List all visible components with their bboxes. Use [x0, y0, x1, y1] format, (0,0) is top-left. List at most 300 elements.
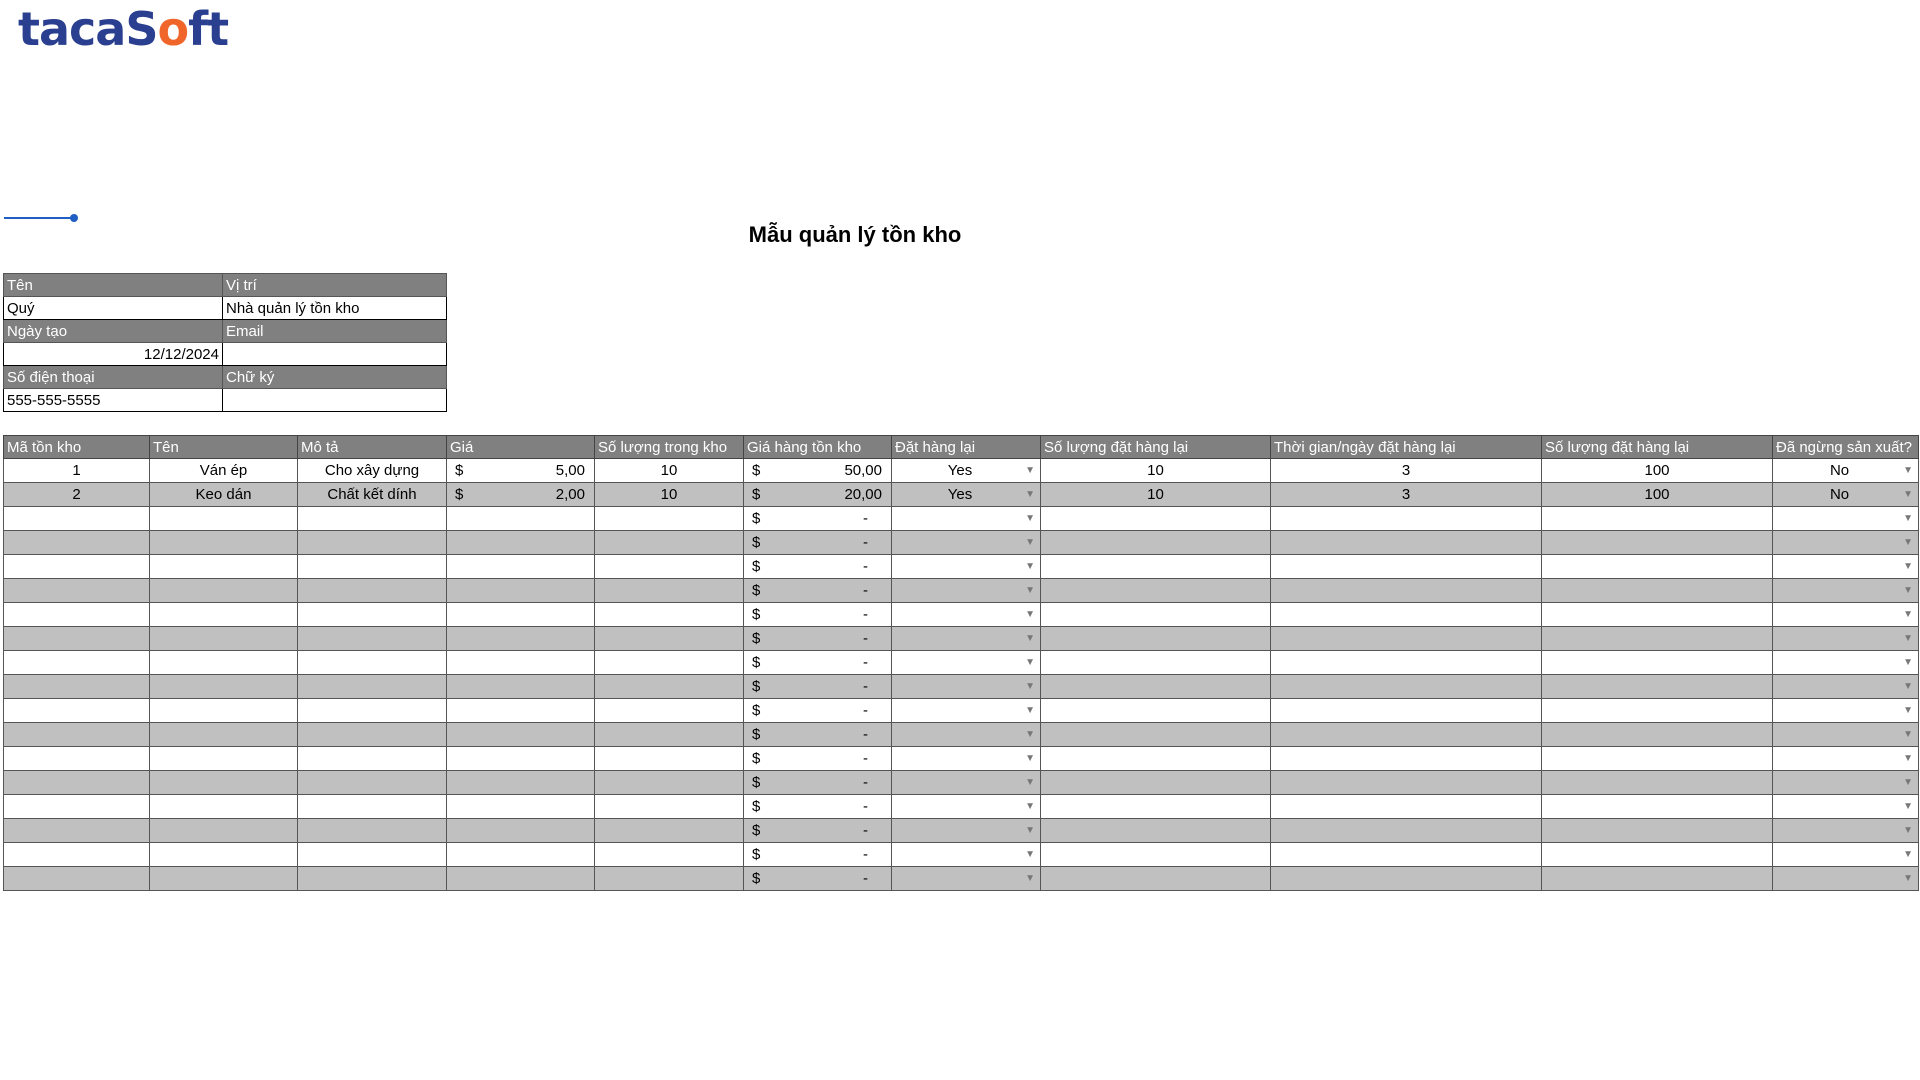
cell-description[interactable]: [298, 795, 447, 819]
currency-symbol: $: [752, 798, 761, 815]
cell-reorder-qty-2[interactable]: [1542, 531, 1773, 555]
cell-reorder-qty-2[interactable]: [1542, 603, 1773, 627]
dropdown-arrow-icon[interactable]: ▼: [1025, 777, 1035, 788]
table-row: [4, 795, 1919, 819]
dropdown-arrow-icon[interactable]: ▼: [1903, 537, 1913, 548]
cell-price[interactable]: [447, 507, 595, 531]
cell-name[interactable]: [150, 651, 298, 675]
email-label: Email: [223, 320, 447, 343]
dropdown-arrow-icon[interactable]: ▼: [1903, 633, 1913, 644]
cell-reorder-qty[interactable]: [1041, 867, 1271, 891]
cell-reorder-qty[interactable]: [1041, 819, 1271, 843]
dropdown-value: Yes: [947, 462, 973, 479]
cell-name[interactable]: [150, 507, 298, 531]
cell-discontinued-dropdown[interactable]: [1773, 459, 1919, 483]
col-header[interactable]: Giá: [447, 436, 595, 459]
cell-name[interactable]: [150, 795, 298, 819]
cell-reorder-dropdown[interactable]: [892, 651, 1041, 675]
dropdown-arrow-icon[interactable]: ▼: [1903, 801, 1913, 812]
cell-reorder-qty[interactable]: [1041, 795, 1271, 819]
cell-price[interactable]: [447, 627, 595, 651]
col-header[interactable]: Giá hàng tồn kho: [744, 436, 892, 459]
table-row: [4, 627, 1919, 651]
cell-price[interactable]: [447, 771, 595, 795]
cell-quantity[interactable]: [595, 603, 744, 627]
dropdown-arrow-icon[interactable]: ▼: [1903, 465, 1913, 476]
col-header[interactable]: Số lượng đặt hàng lại: [1542, 436, 1773, 459]
cell-reorder-qty[interactable]: [1041, 603, 1271, 627]
cell-name[interactable]: [150, 819, 298, 843]
dropdown-arrow-icon[interactable]: ▼: [1025, 465, 1035, 476]
cell-reorder-qty[interactable]: [1041, 699, 1271, 723]
dropdown-arrow-icon[interactable]: ▼: [1025, 873, 1035, 884]
currency-symbol: $: [752, 702, 761, 719]
cell-reorder-qty-2[interactable]: [1542, 627, 1773, 651]
cell-quantity[interactable]: [595, 699, 744, 723]
cell-reorder-days[interactable]: [1271, 651, 1542, 675]
cell-discontinued-dropdown[interactable]: [1773, 627, 1919, 651]
dropdown-arrow-icon[interactable]: ▼: [1025, 489, 1035, 500]
cell-discontinued-dropdown[interactable]: [1773, 723, 1919, 747]
cell-reorder-dropdown[interactable]: [892, 459, 1041, 483]
dropdown-arrow-icon[interactable]: ▼: [1025, 633, 1035, 644]
currency-symbol: $: [752, 558, 761, 575]
table-row: [4, 771, 1919, 795]
cell-id[interactable]: [4, 699, 150, 723]
cell-id[interactable]: [4, 819, 150, 843]
dropdown-arrow-icon[interactable]: ▼: [1903, 753, 1913, 764]
cell-price[interactable]: [447, 723, 595, 747]
dropdown-arrow-icon[interactable]: ▼: [1025, 729, 1035, 740]
dropdown-arrow-icon[interactable]: ▼: [1903, 681, 1913, 692]
cell-discontinued-dropdown[interactable]: [1773, 843, 1919, 867]
dropdown-arrow-icon[interactable]: ▼: [1903, 489, 1913, 500]
cell-stock-value[interactable]: [744, 675, 892, 699]
currency-symbol: $: [455, 486, 464, 503]
amount: -: [863, 774, 868, 791]
dropdown-arrow-icon[interactable]: ▼: [1903, 729, 1913, 740]
amount: -: [863, 534, 868, 551]
cell-name[interactable]: [150, 603, 298, 627]
cell-price[interactable]: [447, 795, 595, 819]
cell-name[interactable]: [150, 747, 298, 771]
cell-id[interactable]: [4, 675, 150, 699]
cell-reorder-dropdown[interactable]: [892, 771, 1041, 795]
cell-id[interactable]: [4, 627, 150, 651]
cell-reorder-qty-2[interactable]: [1542, 867, 1773, 891]
cell-reorder-dropdown[interactable]: [892, 627, 1041, 651]
cell-id[interactable]: [4, 747, 150, 771]
table-row: [4, 579, 1919, 603]
cell-reorder-days[interactable]: [1271, 675, 1542, 699]
cell-reorder-qty-2[interactable]: [1542, 819, 1773, 843]
cell-reorder-dropdown[interactable]: [892, 579, 1041, 603]
cell-discontinued-dropdown[interactable]: [1773, 771, 1919, 795]
cell-description[interactable]: Cho xây dựng: [298, 459, 447, 483]
cell-reorder-dropdown[interactable]: [892, 747, 1041, 771]
amount: 50,00: [844, 462, 882, 479]
cell-reorder-days[interactable]: [1271, 747, 1542, 771]
cell-reorder-qty-2[interactable]: [1542, 795, 1773, 819]
signature-value-cell[interactable]: [223, 389, 447, 412]
cell-reorder-days[interactable]: [1271, 843, 1542, 867]
cell-reorder-qty[interactable]: [1041, 627, 1271, 651]
cell-reorder-dropdown[interactable]: [892, 603, 1041, 627]
amount: -: [863, 582, 868, 599]
cell-name[interactable]: Keo dán: [150, 483, 298, 507]
table-row: [4, 483, 1919, 507]
cell-quantity[interactable]: [595, 627, 744, 651]
cell-reorder-days[interactable]: [1271, 699, 1542, 723]
col-header[interactable]: Mô tả: [298, 436, 447, 459]
cell-quantity[interactable]: 10: [595, 459, 744, 483]
cell-reorder-qty-2[interactable]: [1542, 771, 1773, 795]
cell-discontinued-dropdown[interactable]: [1773, 867, 1919, 891]
cell-reorder-days[interactable]: [1271, 723, 1542, 747]
cell-id[interactable]: [4, 867, 150, 891]
cell-reorder-qty[interactable]: [1041, 555, 1271, 579]
cell-reorder-dropdown[interactable]: [892, 507, 1041, 531]
cell-reorder-qty-2[interactable]: [1542, 507, 1773, 531]
cell-description[interactable]: [298, 531, 447, 555]
sheet-title: Mẫu quản lý tồn kho: [748, 222, 962, 247]
cell-reorder-qty[interactable]: [1041, 747, 1271, 771]
dropdown-arrow-icon[interactable]: ▼: [1903, 561, 1913, 572]
cell-reorder-qty[interactable]: [1041, 579, 1271, 603]
cell-quantity[interactable]: [595, 795, 744, 819]
cell-id[interactable]: [4, 795, 150, 819]
email-value-cell[interactable]: [223, 343, 447, 366]
cell-description[interactable]: [298, 507, 447, 531]
signature-label: Chữ ký: [223, 366, 447, 389]
cell-stock-value[interactable]: [744, 555, 892, 579]
cell-reorder-days[interactable]: [1271, 795, 1542, 819]
cell-description[interactable]: Chất kết dính: [298, 483, 447, 507]
cell-reorder-days[interactable]: [1271, 555, 1542, 579]
cell-reorder-dropdown[interactable]: [892, 483, 1041, 507]
cell-reorder-qty-2[interactable]: [1542, 675, 1773, 699]
currency-symbol: $: [752, 462, 761, 479]
cell-description[interactable]: [298, 579, 447, 603]
col-header[interactable]: Số lượng đặt hàng lại: [1041, 436, 1271, 459]
name-value-cell[interactable]: Quý: [4, 297, 223, 320]
cell-discontinued-dropdown[interactable]: [1773, 531, 1919, 555]
cell-discontinued-dropdown[interactable]: [1773, 603, 1919, 627]
currency-symbol: $: [752, 726, 761, 743]
dropdown-arrow-icon[interactable]: ▼: [1025, 801, 1035, 812]
cell-reorder-qty-2[interactable]: [1542, 747, 1773, 771]
cell-stock-value[interactable]: [744, 651, 892, 675]
cell-price[interactable]: [447, 603, 595, 627]
cell-reorder-qty-2[interactable]: [1542, 651, 1773, 675]
cell-discontinued-dropdown[interactable]: [1773, 579, 1919, 603]
dropdown-arrow-icon[interactable]: ▼: [1903, 513, 1913, 524]
cell-reorder-days[interactable]: [1271, 579, 1542, 603]
cell-name[interactable]: [150, 555, 298, 579]
cell-id[interactable]: 2: [4, 483, 150, 507]
cell-stock-value[interactable]: [744, 483, 892, 507]
cell-quantity[interactable]: [595, 819, 744, 843]
cell-discontinued-dropdown[interactable]: [1773, 747, 1919, 771]
dropdown-arrow-icon[interactable]: ▼: [1025, 849, 1035, 860]
currency-symbol: $: [752, 582, 761, 599]
col-header[interactable]: Số lượng trong kho: [595, 436, 744, 459]
cell-reorder-qty[interactable]: [1041, 843, 1271, 867]
cell-id[interactable]: [4, 771, 150, 795]
cell-discontinued-dropdown[interactable]: [1773, 483, 1919, 507]
cell-reorder-qty[interactable]: [1041, 507, 1271, 531]
cell-reorder-dropdown[interactable]: [892, 819, 1041, 843]
cell-reorder-qty-2[interactable]: [1542, 843, 1773, 867]
cell-price[interactable]: [447, 483, 595, 507]
cell-reorder-dropdown[interactable]: [892, 699, 1041, 723]
dropdown-arrow-icon[interactable]: ▼: [1025, 681, 1035, 692]
cell-reorder-dropdown[interactable]: [892, 675, 1041, 699]
cell-description[interactable]: [298, 867, 447, 891]
cell-price[interactable]: [447, 675, 595, 699]
dropdown-arrow-icon[interactable]: ▼: [1025, 753, 1035, 764]
cell-reorder-qty[interactable]: [1041, 723, 1271, 747]
dropdown-arrow-icon[interactable]: ▼: [1025, 825, 1035, 836]
cell-stock-value[interactable]: [744, 507, 892, 531]
dropdown-arrow-icon[interactable]: ▼: [1903, 585, 1913, 596]
cell-description[interactable]: [298, 627, 447, 651]
cell-price[interactable]: [447, 459, 595, 483]
cell-price[interactable]: [447, 579, 595, 603]
cell-quantity[interactable]: [595, 555, 744, 579]
cell-description[interactable]: [298, 699, 447, 723]
position-value-cell[interactable]: Nhà quản lý tồn kho: [223, 297, 447, 320]
dropdown-arrow-icon[interactable]: ▼: [1025, 657, 1035, 668]
amount: -: [863, 510, 868, 527]
cell-description[interactable]: [298, 651, 447, 675]
table-row: [4, 531, 1919, 555]
cell-description[interactable]: [298, 555, 447, 579]
cell-name[interactable]: [150, 579, 298, 603]
cell-stock-value[interactable]: [744, 747, 892, 771]
cell-reorder-dropdown[interactable]: [892, 531, 1041, 555]
cell-id[interactable]: [4, 843, 150, 867]
cell-name[interactable]: [150, 699, 298, 723]
dropdown-arrow-icon[interactable]: ▼: [1025, 585, 1035, 596]
cell-reorder-qty[interactable]: [1041, 531, 1271, 555]
dropdown-arrow-icon[interactable]: ▼: [1903, 849, 1913, 860]
cell-description[interactable]: [298, 747, 447, 771]
dropdown-arrow-icon[interactable]: ▼: [1025, 609, 1035, 620]
cell-reorder-days[interactable]: [1271, 507, 1542, 531]
cell-discontinued-dropdown[interactable]: [1773, 699, 1919, 723]
cell-stock-value[interactable]: [744, 867, 892, 891]
dropdown-arrow-icon[interactable]: ▼: [1903, 609, 1913, 620]
cell-quantity[interactable]: [595, 771, 744, 795]
cell-name[interactable]: [150, 843, 298, 867]
cell-reorder-qty[interactable]: [1041, 675, 1271, 699]
cell-id[interactable]: [4, 579, 150, 603]
dropdown-arrow-icon[interactable]: ▼: [1903, 825, 1913, 836]
col-header[interactable]: Tên: [150, 436, 298, 459]
dropdown-value: No: [1829, 462, 1850, 479]
cell-reorder-qty[interactable]: [1041, 771, 1271, 795]
cell-reorder-days[interactable]: 3: [1271, 459, 1542, 483]
cell-price[interactable]: [447, 531, 595, 555]
table-row: [4, 507, 1919, 531]
cell-stock-value[interactable]: [744, 699, 892, 723]
cell-id[interactable]: 1: [4, 459, 150, 483]
cell-quantity[interactable]: 10: [595, 483, 744, 507]
dropdown-arrow-icon[interactable]: ▼: [1025, 705, 1035, 716]
cell-reorder-qty-2[interactable]: [1542, 555, 1773, 579]
cell-description[interactable]: [298, 843, 447, 867]
inventory-table: [3, 435, 1919, 891]
cell-stock-value[interactable]: [744, 819, 892, 843]
cell-id[interactable]: [4, 531, 150, 555]
cell-reorder-qty[interactable]: 10: [1041, 483, 1271, 507]
dropdown-arrow-icon[interactable]: ▼: [1903, 873, 1913, 884]
name-label: Tên: [4, 274, 223, 297]
cell-stock-value[interactable]: [744, 531, 892, 555]
amount: -: [863, 606, 868, 623]
col-header[interactable]: Thời gian/ngày đặt hàng lại: [1271, 436, 1542, 459]
cell-quantity[interactable]: [595, 579, 744, 603]
cell-price[interactable]: [447, 843, 595, 867]
amount: -: [863, 678, 868, 695]
cell-id[interactable]: [4, 507, 150, 531]
cell-reorder-qty-2[interactable]: [1542, 579, 1773, 603]
cell-quantity[interactable]: [595, 651, 744, 675]
amount: 5,00: [555, 462, 585, 479]
cell-name[interactable]: [150, 771, 298, 795]
dropdown-arrow-icon[interactable]: ▼: [1025, 537, 1035, 548]
cell-price[interactable]: [447, 747, 595, 771]
cell-description[interactable]: [298, 723, 447, 747]
cell-reorder-days[interactable]: [1271, 867, 1542, 891]
cell-name[interactable]: [150, 531, 298, 555]
cell-name[interactable]: [150, 867, 298, 891]
cell-name[interactable]: [150, 723, 298, 747]
date-value-cell[interactable]: 12/12/2024: [4, 343, 223, 366]
cell-price[interactable]: [447, 819, 595, 843]
amount: -: [863, 726, 868, 743]
table-row: [4, 747, 1919, 771]
cell-reorder-dropdown[interactable]: [892, 843, 1041, 867]
cell-price[interactable]: [447, 555, 595, 579]
decorative-line: [4, 217, 76, 219]
cell-reorder-days[interactable]: [1271, 771, 1542, 795]
cell-description[interactable]: [298, 603, 447, 627]
cell-stock-value[interactable]: [744, 603, 892, 627]
amount: -: [863, 822, 868, 839]
cell-price[interactable]: [447, 699, 595, 723]
cell-quantity[interactable]: [595, 675, 744, 699]
cell-stock-value[interactable]: [744, 843, 892, 867]
cell-reorder-dropdown[interactable]: [892, 867, 1041, 891]
col-header[interactable]: Đã ngừng sản xuất?: [1773, 436, 1919, 459]
cell-id[interactable]: [4, 651, 150, 675]
cell-reorder-days[interactable]: [1271, 603, 1542, 627]
phone-value-cell[interactable]: 555-555-5555: [4, 389, 223, 412]
cell-reorder-qty-2[interactable]: [1542, 699, 1773, 723]
date-label: Ngày tạo: [4, 320, 223, 343]
cell-quantity[interactable]: [595, 843, 744, 867]
cell-reorder-days[interactable]: [1271, 819, 1542, 843]
col-header[interactable]: Đặt hàng lại: [892, 436, 1041, 459]
amount: 20,00: [844, 486, 882, 503]
cell-reorder-dropdown[interactable]: [892, 723, 1041, 747]
cell-reorder-qty[interactable]: [1041, 651, 1271, 675]
decorative-dot: [70, 214, 78, 222]
cell-name[interactable]: [150, 627, 298, 651]
cell-quantity[interactable]: [595, 747, 744, 771]
cell-description[interactable]: [298, 819, 447, 843]
amount: -: [863, 558, 868, 575]
cell-name[interactable]: Ván ép: [150, 459, 298, 483]
cell-description[interactable]: [298, 675, 447, 699]
cell-reorder-days[interactable]: [1271, 531, 1542, 555]
cell-quantity[interactable]: [595, 507, 744, 531]
tacasoft-logo: tacaSoft: [18, 2, 229, 56]
cell-id[interactable]: [4, 603, 150, 627]
cell-reorder-days[interactable]: [1271, 627, 1542, 651]
cell-quantity[interactable]: [595, 723, 744, 747]
amount: -: [863, 870, 868, 887]
table-row: [4, 843, 1919, 867]
cell-stock-value[interactable]: [744, 795, 892, 819]
cell-id[interactable]: [4, 723, 150, 747]
dropdown-arrow-icon[interactable]: ▼: [1025, 513, 1035, 524]
table-row: [4, 819, 1919, 843]
cell-reorder-qty-2[interactable]: 100: [1542, 483, 1773, 507]
cell-reorder-qty-2[interactable]: [1542, 723, 1773, 747]
dropdown-arrow-icon[interactable]: ▼: [1903, 777, 1913, 788]
cell-quantity[interactable]: [595, 531, 744, 555]
cell-reorder-dropdown[interactable]: [892, 555, 1041, 579]
cell-stock-value[interactable]: [744, 459, 892, 483]
cell-name[interactable]: [150, 675, 298, 699]
table-row: [4, 723, 1919, 747]
currency-symbol: $: [752, 534, 761, 551]
dropdown-arrow-icon[interactable]: ▼: [1025, 561, 1035, 572]
cell-id[interactable]: [4, 555, 150, 579]
cell-discontinued-dropdown[interactable]: [1773, 795, 1919, 819]
cell-discontinued-dropdown[interactable]: [1773, 819, 1919, 843]
table-row: [4, 675, 1919, 699]
cell-reorder-qty[interactable]: 10: [1041, 459, 1271, 483]
cell-discontinued-dropdown[interactable]: [1773, 507, 1919, 531]
cell-discontinued-dropdown[interactable]: [1773, 555, 1919, 579]
cell-stock-value[interactable]: [744, 579, 892, 603]
cell-reorder-qty-2[interactable]: 100: [1542, 459, 1773, 483]
cell-stock-value[interactable]: [744, 723, 892, 747]
cell-price[interactable]: [447, 867, 595, 891]
cell-description[interactable]: [298, 771, 447, 795]
table-row: [4, 555, 1919, 579]
dropdown-arrow-icon[interactable]: ▼: [1903, 657, 1913, 668]
cell-stock-value[interactable]: [744, 771, 892, 795]
cell-discontinued-dropdown[interactable]: [1773, 651, 1919, 675]
currency-symbol: $: [752, 606, 761, 623]
col-header[interactable]: Mã tồn kho: [4, 436, 150, 459]
table-row: [4, 699, 1919, 723]
cell-discontinued-dropdown[interactable]: [1773, 675, 1919, 699]
currency-symbol: $: [752, 510, 761, 527]
amount: -: [863, 846, 868, 863]
cell-reorder-days[interactable]: 3: [1271, 483, 1542, 507]
cell-price[interactable]: [447, 651, 595, 675]
cell-stock-value[interactable]: [744, 627, 892, 651]
cell-quantity[interactable]: [595, 867, 744, 891]
dropdown-arrow-icon[interactable]: ▼: [1903, 705, 1913, 716]
cell-reorder-dropdown[interactable]: [892, 795, 1041, 819]
